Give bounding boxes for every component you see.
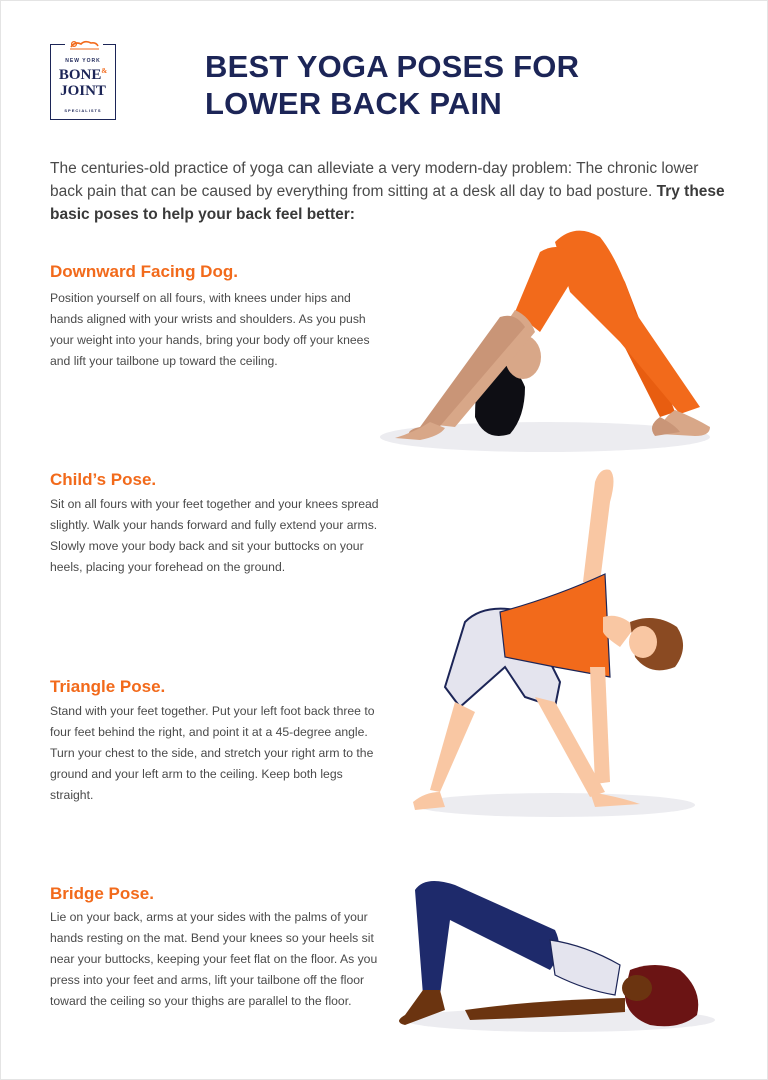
pose-title-triangle: Triangle Pose. [50,677,166,696]
pose-title-downward-dog: Downward Facing Dog. [50,262,238,281]
page-title [205,48,625,122]
lower-arm [590,667,610,784]
back-leg [430,702,475,792]
pose-title-bridge: Bridge Pose. [50,884,154,903]
logo-top-text: NEW YORK [65,58,101,64]
title-line1: BEST YOGA POSES FOR [205,49,580,84]
logo-bottom-text: SPECIALISTS [64,108,102,113]
logo-ampersand: & [101,67,108,75]
logo-line2: JOINT [60,83,106,99]
head [629,626,657,658]
brand-logo [50,44,116,120]
intro-bold-text: Try these basic poses to help your back feel better: [50,183,725,223]
downward-dog-illustration [375,222,720,457]
yoga-mat-shadow [415,793,695,817]
pose-text-triangle: Stand with your feet together. Put your left foot back three to four feet behind the right, and point it at a 45-degree angle. Turn your chest to the side, and stretch your right arm to the ground and your left arm to the ceiling. Keep both legs straight. [50,704,375,802]
leggings [415,881,559,995]
logo-line1: BONE& [58,67,108,83]
title-line2: LOWER BACK PAIN [205,86,502,121]
pose-text-bridge: Lie on your back, arms at your sides with the palms of your hands resting on the mat. Bend your knees so your heels sit near your buttocks, keeping your feet flat on the floor. As you press into your feet and arms, lift your tailbone off the floor toward the ceiling so your thighs are parallel to the floor. [50,910,378,1008]
pose-text-childs-pose: Sit on all fours with your feet together and your knees spread slightly. Walk your hands forward and fully extend your arms. Slowly move your body back and sit your buttocks on your heels, placing your forehead on the ground. [50,497,379,574]
raised-arm [583,470,614,583]
back-foot [413,792,445,810]
intro-text: The centuries-old practice of yoga can alleviate a very modern-day problem: The chronic lower back pain that can be caused by everything from sitting at a desk all day to bad posture. [50,160,699,200]
intro-paragraph [50,157,730,226]
near-leg [555,231,700,414]
bridge-pose-illustration [385,870,720,1040]
head [622,975,652,1001]
pose-title-childs-pose: Child’s Pose. [50,470,157,489]
reclining-figure-icon [65,36,103,54]
pose-text-downward-dog: Position yourself on all fours, with knees under hips and hands aligned with your wrists and shoulders. As you push your weight into your hands, bring your body off your knees and lift your tailbone up toward the ceiling. [50,291,370,368]
top [550,940,620,995]
triangle-pose-illustration [405,462,705,822]
